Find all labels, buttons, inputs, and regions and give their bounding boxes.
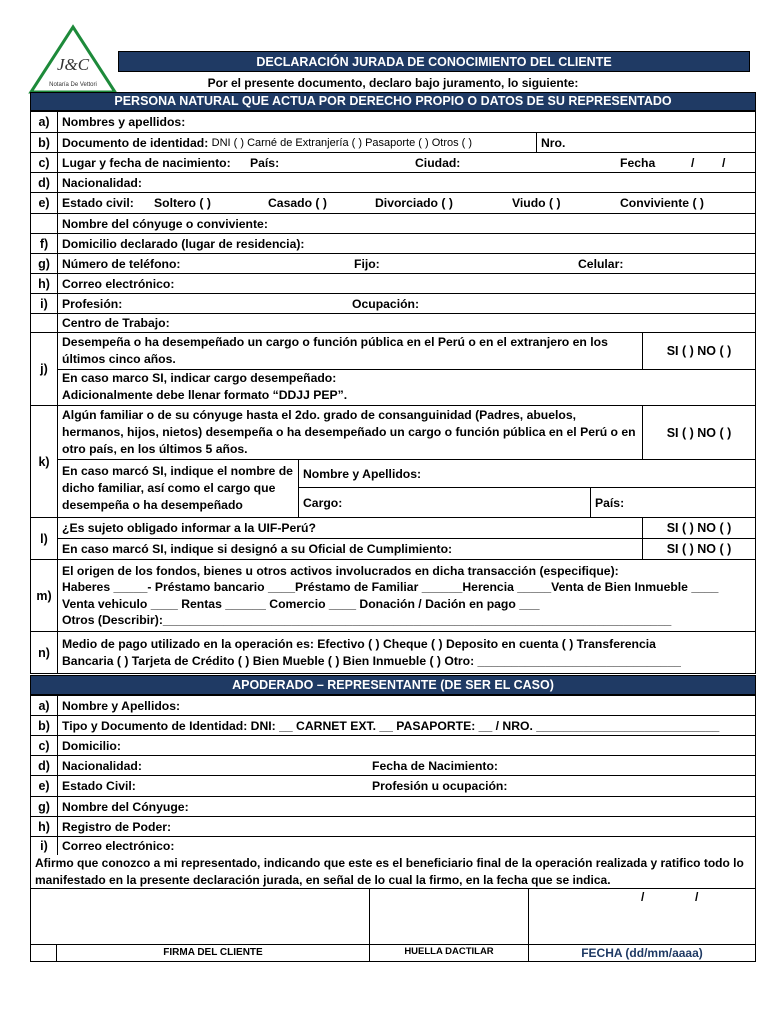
row-d: d) Nacionalidad: <box>31 173 755 193</box>
oficial-si-no[interactable]: SI ( ) NO ( ) <box>642 539 755 559</box>
field-apoderado-nombre[interactable]: Nombre y Apellidos: <box>62 698 181 713</box>
option-conviviente[interactable]: Conviviente ( ) <box>620 196 704 210</box>
intro-text: Por el presente documento, declaro bajo juramento, lo siguiente: <box>207 76 579 90</box>
field-familiar-nombre[interactable]: Nombre y Apellidos: <box>303 466 422 481</box>
field-nro[interactable]: Nro. <box>541 135 566 150</box>
field-medio-pago[interactable]: Medio de pago utilizado en la operación es: Efectivo ( ) Cheque ( ) Deposito en cuenta ( ) Transferencia Bancaria ( ) Tarjeta de Crédito ( ) Bien Mueble ( ) Bien Inmueble ( ) Otro: ______________________________ <box>62 636 681 668</box>
row-j: j) Desempeña o ha desempeñado un cargo o función pública en el Perú o en el extranjero en los últimos cinco años. SI ( ) NO ( ) En caso marco SI, indicar cargo desempeñado: Adicionalmente debe llenar formato “DDJJ PEP”. <box>31 333 755 406</box>
document-options: DNI ( ) Carné de Extranjería ( ) Pasaporte ( ) Otros ( ) <box>211 136 473 149</box>
pep-si-no[interactable]: SI ( ) NO ( ) <box>642 333 755 369</box>
option-divorciado[interactable]: Divorciado ( ) <box>375 196 453 210</box>
label-ciudad: Ciudad: <box>415 155 461 170</box>
section-persona-natural-title: PERSONA NATURAL QUE ACTUA POR DERECHO PROPIO O DATOS DE SU REPRESENTADO <box>30 92 756 111</box>
option-viudo[interactable]: Viudo ( ) <box>512 196 561 210</box>
huella-label: HUELLA DACTILAR <box>370 945 529 961</box>
row-i2 <box>31 314 755 333</box>
option-soltero[interactable]: Soltero ( ) <box>154 196 211 210</box>
familiar-pep-si-no[interactable]: SI ( ) NO ( ) <box>642 406 755 459</box>
fecha-label: FECHA (dd/mm/aaaa) <box>581 946 703 960</box>
row-h: h) Correo electrónico: <box>31 274 755 294</box>
field-apoderado-nacionalidad[interactable]: Nacionalidad: Fecha de Nacimiento: <box>62 758 498 773</box>
logo-caption: Notaría De Vettori <box>49 82 97 88</box>
field-apoderado-domicilio[interactable]: Domicilio: <box>62 738 121 753</box>
label-pais: País: <box>250 155 280 170</box>
pep-cargo[interactable]: En caso marco SI, indicar cargo desempeñado: Adicionalmente debe llenar formato “DDJJ PEP”. <box>62 371 348 403</box>
question-pep: Desempeña o ha desempeñado un cargo o función pública en el Perú o en el extranjero en los últimos cinco años. <box>62 334 608 366</box>
label-ocupacion: Ocupación: <box>352 296 420 311</box>
document-title: DECLARACIÓN JURADA DE CONOCIMIENTO DEL CLIENTE <box>118 51 750 72</box>
field-nacimiento[interactable]: Lugar y fecha de nacimiento: País: Ciudad: Fecha / / <box>62 155 726 170</box>
field-domicilio[interactable]: Domicilio declarado (lugar de residencia): <box>62 236 305 251</box>
signature-area <box>30 888 756 962</box>
row-f: f) Domicilio declarado (lugar de residencia): <box>31 234 755 254</box>
section-persona-natural <box>30 111 756 674</box>
field-familiar-cargo[interactable]: Cargo: <box>299 488 591 517</box>
huella-box[interactable] <box>370 889 529 945</box>
field-correo[interactable]: Correo electrónico: <box>62 276 175 291</box>
row-n: n) Medio de pago utilizado en la operación es: Efectivo ( ) Cheque ( ) Deposito en cuenta ( ) Transferencia Bancaria ( ) Tarjeta de Crédito ( ) Bien Mueble ( ) Bien Inmueble ( ) Otro: ______________________________ <box>31 632 755 673</box>
option-casado[interactable]: Casado ( ) <box>268 196 327 210</box>
question-oficial: En caso marcó SI, indique si designó a su Oficial de Cumplimiento: <box>62 541 453 556</box>
label-profesion: Profesión u ocupación: <box>372 779 508 793</box>
row-m: m) El origen de los fondos, bienes u otros activos involucrados en dicha transacción (especifique): Haberes _____- Préstamo bancario ____Préstamo de Familiar ______Herencia _____Venta de Bien Inmueble ____ Venta vehiculo ____ Rentas ______ Comercio ____ Donación / Dación en pago ___ Otros (Describir):___________________________________________________________________________ <box>31 560 755 632</box>
fecha-box[interactable]: / / <box>529 889 755 945</box>
row-e2 <box>31 214 755 234</box>
row-e: e) Estado civil: Soltero ( ) Casado ( ) Divorciado ( ) Viudo ( ) Conviviente ( ) <box>31 193 755 214</box>
label-fijo: Fijo: <box>354 256 380 271</box>
row-b: b) Documento de identidad: DNI ( ) Carné de Extranjería ( ) Pasaporte ( ) Otros ( ) Nro. <box>31 133 755 153</box>
field-telefono[interactable]: Número de teléfono: Fijo: Celular: <box>62 256 624 271</box>
row-k: k) Algún familiar o de su cónyuge hasta el 2do. grado de consanguinidad (Padres, abuelos, hermanos, hijos, nietos) desempeña o ha desempeñado un cargo o función pública en el Perú o en otro país, en los últimos 5 años. SI ( ) NO ( ) En caso marcó SI, indique el nombre de dicho familiar, así como el cargo que desempeña o ha desempeñado Nombre y Apellidos: Cargo: País: <box>31 406 755 518</box>
field-apoderado-conyuge[interactable]: Nombre del Cónyuge: <box>62 799 189 814</box>
field-apoderado-estado-civil[interactable]: Estado Civil: Profesión u ocupación: <box>62 779 508 793</box>
firma-box[interactable] <box>31 889 370 945</box>
row-a: a) Nombres y apellidos: <box>31 112 755 133</box>
row-c: c) Lugar y fecha de nacimiento: País: Ciudad: Fecha / / <box>31 153 755 173</box>
section-apoderado-title: APODERADO – REPRESENTANTE (DE SER EL CASO) <box>30 675 756 695</box>
uif-si-no[interactable]: SI ( ) NO ( ) <box>642 518 755 538</box>
firma-label: FIRMA DEL CLIENTE <box>57 945 370 961</box>
field-estado-civil[interactable]: Estado civil: Soltero ( ) Casado ( ) Divorciado ( ) Viudo ( ) Conviviente ( ) <box>62 196 704 210</box>
label-fecha-nacimiento: Fecha de Nacimiento: <box>372 758 498 773</box>
row-g: g) Número de teléfono: Fijo: Celular: <box>31 254 755 274</box>
label-celular: Celular: <box>578 256 624 271</box>
affirmation-text: Afirmo que conozco a mi representado, indicando que este es el beneficiario final de la operación realizada y ratifico todo lo manifestado en la presente declaración jurada, en señal de lo cual la firmo, en la fecha que se indica. <box>30 853 756 891</box>
field-profesion[interactable]: Profesión: Ocupación: <box>62 296 420 311</box>
familiar-instruction: En caso marcó SI, indique el nombre de dicho familiar, así como el cargo que desempeña o ha desempeñado <box>58 460 299 517</box>
section-apoderado: a) Nombre y Apellidos: b) Tipo y Documento de Identidad: DNI: __ CARNET EXT. __ PASAPORTE: __ / NRO. ___________________________ c) Domicilio: d) Nacionalidad: Fecha de Nacimiento: e) Estado Civil: Profesión u ocupación: g) Nombre del Cónyuge: h) Registro de Poder: i) Correo electrónico: <box>30 695 756 855</box>
field-apoderado-correo[interactable]: Correo electrónico: <box>62 839 175 853</box>
row-l: l) ¿Es sujeto obligado informar a la UIF-Perú? SI ( ) NO ( ) En caso marcó SI, indique si designó a su Oficial de Cumplimiento: SI ( ) NO ( ) <box>31 518 755 560</box>
field-origen-fondos[interactable]: El origen de los fondos, bienes u otros activos involucrados en dicha transacción (especifique): Haberes _____- Préstamo bancario ____Préstamo de Familiar ______Herencia _____Venta de Bien Inmueble ____ Venta vehiculo ____ Rentas ______ Comercio ____ Donación / Dación en pago ___ Otros (Describir):___________________________________________________________________________ <box>62 563 719 627</box>
label-fecha: Fecha <box>620 155 656 170</box>
field-centro-trabajo[interactable]: Centro de Trabajo: <box>62 316 170 330</box>
field-nacionalidad[interactable]: Nacionalidad: <box>62 175 142 190</box>
field-apoderado-documento[interactable]: Tipo y Documento de Identidad: DNI: __ CARNET EXT. __ PASAPORTE: __ / NRO. ___________________________ <box>62 718 720 733</box>
question-uif: ¿Es sujeto obligado informar a la UIF-Perú? <box>62 520 316 535</box>
field-registro-poder[interactable]: Registro de Poder: <box>62 819 172 834</box>
question-familiar-pep: Algún familiar o de su cónyuge hasta el 2do. grado de consanguinidad (Padres, abuelos, hermanos, hijos, nietos) desempeña o ha desempeñado un cargo o función pública en el Perú o en otro país, en los últimos 5 años. <box>62 408 636 456</box>
row-i: i) Profesión: Ocupación: <box>31 294 755 314</box>
logo-initials: J&C <box>56 55 90 74</box>
field-conyuge[interactable]: Nombre del cónyuge o conviviente: <box>62 216 268 231</box>
field-familiar-pais[interactable]: País: <box>595 495 625 510</box>
field-nombres[interactable]: Nombres y apellidos: <box>62 115 186 129</box>
field-documento[interactable]: Documento de identidad: DNI ( ) Carné de Extranjería ( ) Pasaporte ( ) Otros ( ) <box>58 133 537 152</box>
